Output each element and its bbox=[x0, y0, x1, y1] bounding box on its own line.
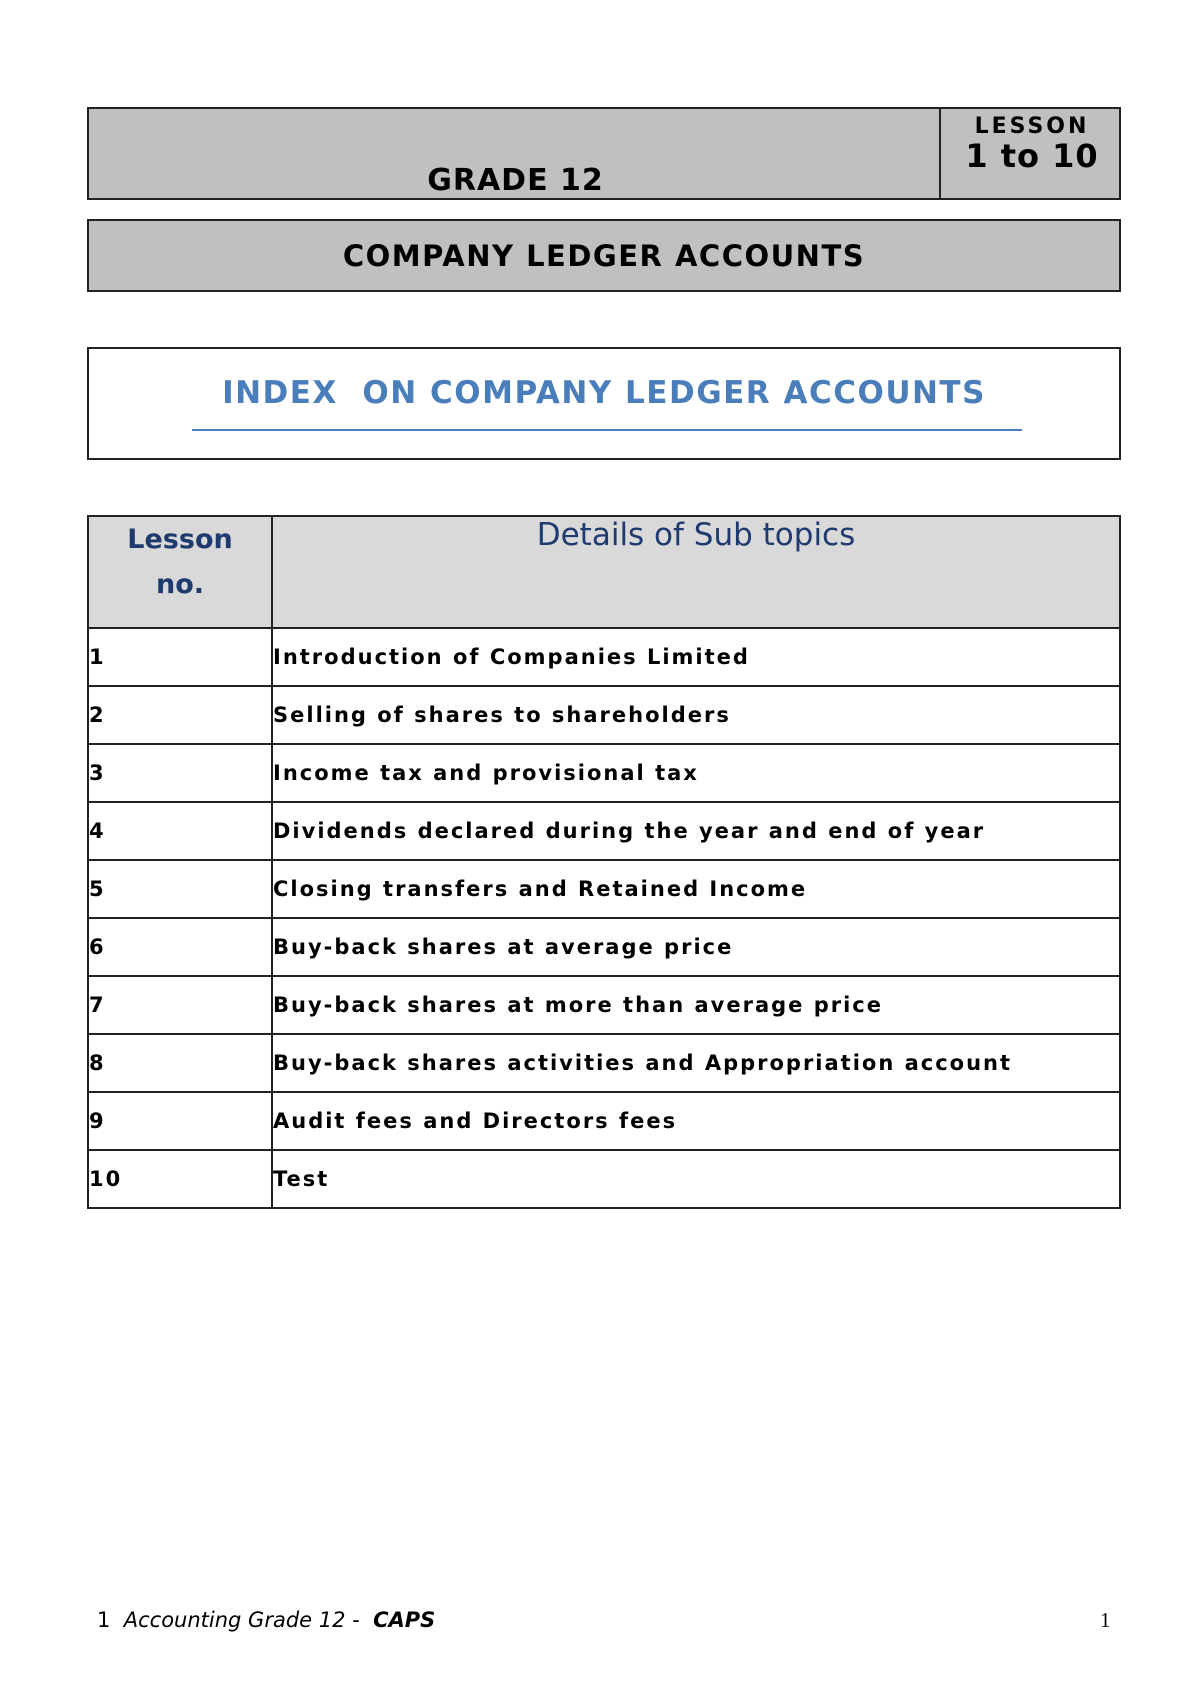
index-box bbox=[87, 347, 1121, 460]
lesson-number: 8 bbox=[88, 1034, 272, 1092]
table-row bbox=[88, 628, 1120, 686]
lesson-range: 1 to 10 bbox=[965, 137, 1099, 175]
table-row bbox=[88, 918, 1120, 976]
table-row bbox=[88, 1150, 1120, 1208]
footer bbox=[97, 1608, 435, 1632]
topics-table bbox=[87, 515, 1121, 1209]
lesson-topic: Buy-back shares at average price bbox=[272, 918, 1120, 976]
col-header-lesson bbox=[88, 516, 272, 628]
lesson-topic: Buy-back shares activities and Appropriation account bbox=[272, 1034, 1120, 1092]
lesson-number: 6 bbox=[88, 918, 272, 976]
grade-label: GRADE 12 bbox=[427, 163, 604, 198]
lesson-number: 1 bbox=[88, 628, 272, 686]
lesson-number: 2 bbox=[88, 686, 272, 744]
col-header-lesson-line2: no. bbox=[155, 569, 205, 600]
footer-page-number: 1 bbox=[97, 1608, 111, 1632]
table-row bbox=[88, 1034, 1120, 1092]
table-row bbox=[88, 686, 1120, 744]
header-box bbox=[87, 107, 1121, 200]
lesson-topic: Test bbox=[272, 1150, 1120, 1208]
footer-subject: Accounting Grade 12 - bbox=[123, 1608, 360, 1632]
page-title: COMPANY LEDGER ACCOUNTS bbox=[87, 219, 1121, 292]
lesson-topic: Selling of shares to shareholders bbox=[272, 686, 1120, 744]
table-header-row bbox=[88, 516, 1120, 628]
index-underline bbox=[192, 429, 1022, 431]
lesson-cell bbox=[939, 109, 1123, 198]
col-header-lesson-line1: Lesson bbox=[127, 524, 233, 555]
lesson-topic: Buy-back shares at more than average price bbox=[272, 976, 1120, 1034]
lesson-topic: Introduction of Companies Limited bbox=[272, 628, 1120, 686]
lesson-number: 7 bbox=[88, 976, 272, 1034]
footer-curriculum: CAPS bbox=[373, 1608, 436, 1632]
table-row bbox=[88, 860, 1120, 918]
lesson-number: 5 bbox=[88, 860, 272, 918]
lesson-number: 9 bbox=[88, 1092, 272, 1150]
lesson-number: 4 bbox=[88, 802, 272, 860]
lesson-topic: Dividends declared during the year and end of year bbox=[272, 802, 1120, 860]
col-header-details: Details of Sub topics bbox=[272, 516, 1120, 628]
lesson-topic: Closing transfers and Retained Income bbox=[272, 860, 1120, 918]
table-row bbox=[88, 744, 1120, 802]
lesson-number: 3 bbox=[88, 744, 272, 802]
table-row bbox=[88, 1092, 1120, 1150]
lesson-number: 10 bbox=[88, 1150, 272, 1208]
index-title: INDEX ON COMPANY LEDGER ACCOUNTS bbox=[222, 375, 986, 411]
lesson-topic: Income tax and provisional tax bbox=[272, 744, 1120, 802]
table-row bbox=[88, 802, 1120, 860]
lesson-label: LESSON bbox=[974, 114, 1090, 139]
lesson-topic: Audit fees and Directors fees bbox=[272, 1092, 1120, 1150]
footer-page-number-right: 1 bbox=[1100, 1608, 1111, 1632]
table-row bbox=[88, 976, 1120, 1034]
